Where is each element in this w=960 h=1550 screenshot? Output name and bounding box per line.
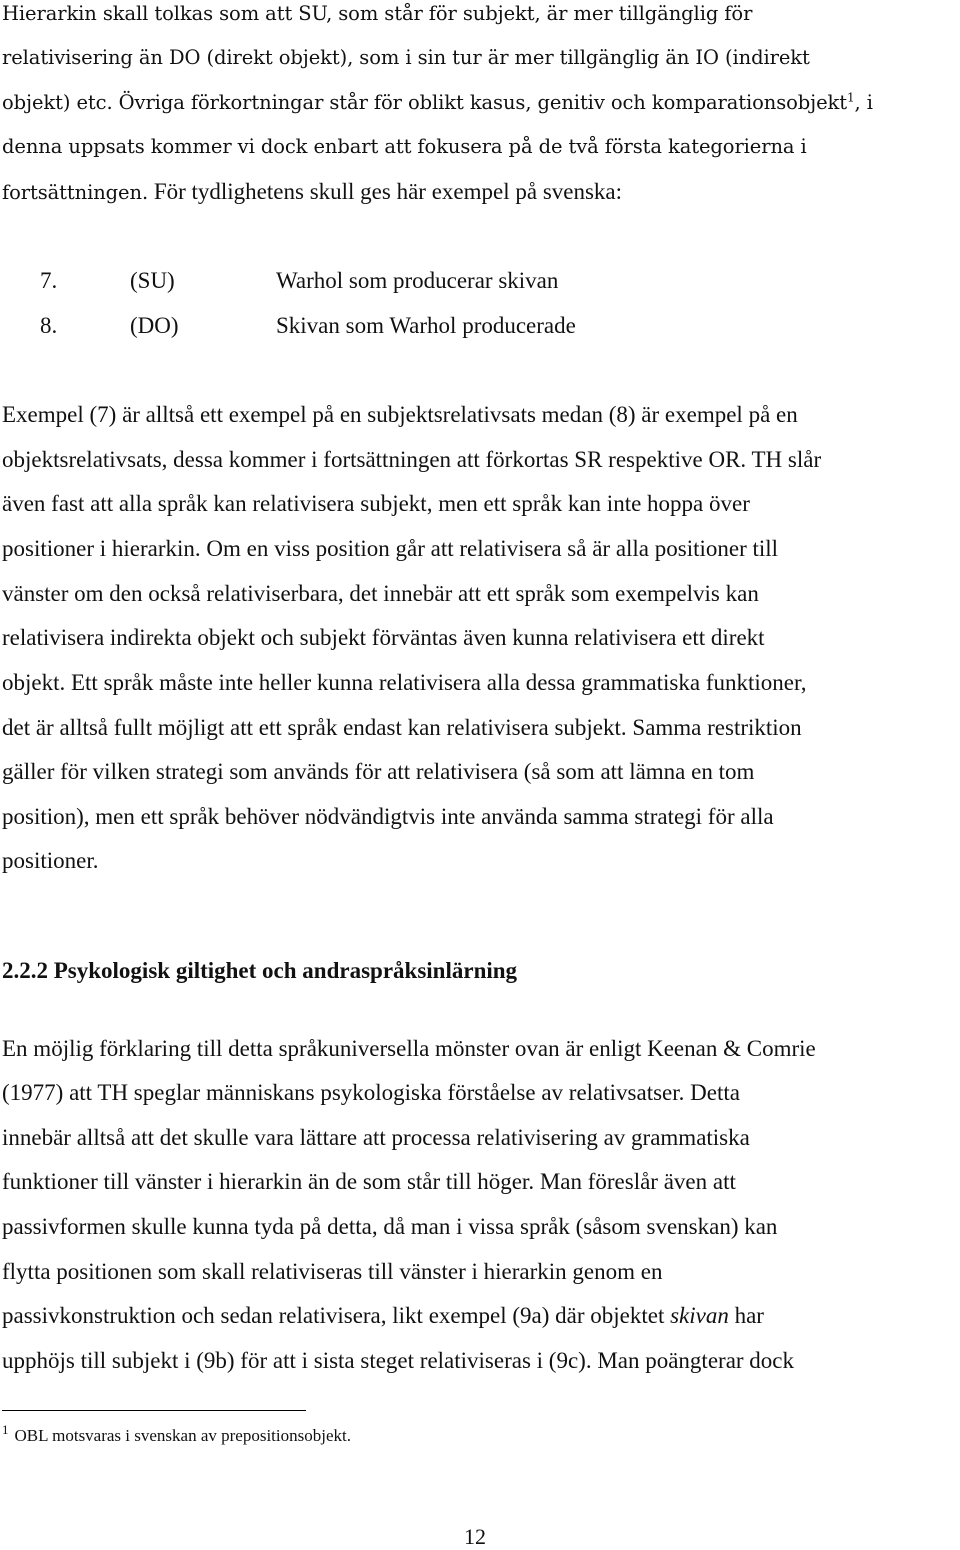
footnote-reference: 1 <box>847 90 855 105</box>
paragraph-2-line-4: positioner i hierarkin. Om en viss position går att relativisera så är alla positioner till <box>2 536 779 561</box>
example-number: 8. <box>40 313 58 338</box>
paragraph-1-line-3 <box>2 89 873 117</box>
paragraph-1-line-1: Hierarkin skall tolkas som att SU, som står för subjekt, är mer tillgänglig för <box>2 2 753 25</box>
paragraph-2-line-9: gäller för vilken strategi som används för att relativisera (så som att lämna en tom <box>2 759 755 784</box>
example-text: Warhol som producerar skivan <box>276 268 559 293</box>
italic-word: skivan <box>670 1303 729 1328</box>
paragraph-2-line-11: positioner. <box>2 848 99 873</box>
paragraph-2-line-5: vänster om den också relativiserbara, det innebär att ett språk som exempelvis kan <box>2 581 759 606</box>
paragraph-1-line-4: denna uppsats kommer vi dock enbart att fokusera på de två första kategorierna i <box>2 135 807 158</box>
paragraph-2-line-3: även fast att alla språk kan relativisera subjekt, men ett språk kan inte hoppa över <box>2 491 750 516</box>
paragraph-3-line-7 <box>2 1302 764 1330</box>
paragraph-3-line-7-end: har <box>728 1303 764 1328</box>
paragraph-3-line-3: innebär alltså att det skulle vara lättare att processa relativisering av grammatiska <box>2 1125 750 1150</box>
paragraph-3-line-8: upphöjs till subjekt i (9b) för att i sista steget relativiseras i (9c). Man poängterar dock <box>2 1348 795 1373</box>
paragraph-1-line-5 <box>2 178 622 207</box>
footnote-mark: 1 <box>2 1422 9 1438</box>
example-number: 7. <box>40 268 58 293</box>
paragraph-3-line-5: passivformen skulle kunna tyda på detta, då man i vissa språk (såsom svenskan) kan <box>2 1214 778 1239</box>
example-text: Skivan som Warhol producerade <box>276 313 576 338</box>
paragraph-3-line-4: funktioner till vänster i hierarkin än de som står till höger. Man föreslår även att <box>2 1169 736 1194</box>
paragraph-2-line-10: position), men ett språk behöver nödvändigtvis inte använda samma strategi för alla <box>2 804 774 829</box>
paragraph-3-line-7-text: passivkonstruktion och sedan relativisera, likt exempel (9a) där objektet <box>2 1303 671 1328</box>
footnote <box>2 1422 351 1446</box>
paragraph-1-line-3-end: , i <box>854 91 873 114</box>
example-tag: (SU) <box>130 268 175 293</box>
paragraph-1-line-2: relativisering än DO (direkt objekt), som i sin tur är mer tillgänglig än IO (indirekt <box>2 46 810 69</box>
footnote-separator <box>2 1410 306 1411</box>
section-heading: 2.2.2 Psykologisk giltighet och andraspråksinlärning <box>2 958 518 983</box>
paragraph-1-line-3-text: objekt) etc. Övriga förkortningar står för oblikt kasus, genitiv och komparationsobjekt <box>2 91 847 114</box>
paragraph-2-line-6: relativisera indirekta objekt och subjekt förväntas även kunna relativisera ett direkt <box>2 625 765 650</box>
paragraph-1-line-5-text: fortsättningen. <box>2 181 149 204</box>
paragraph-2-line-8: det är alltså fullt möjligt att ett språk endast kan relativisera subjekt. Samma restriktion <box>2 715 802 740</box>
footnote-text: OBL motsvaras i svenskan av prepositionsobjekt. <box>14 1426 351 1445</box>
paragraph-3-line-2: (1977) att TH speglar människans psykologiska förståelse av relativsatser. Detta <box>2 1080 740 1105</box>
paragraph-1-line-5-continuation: För tydlighetens skull ges här exempel på svenska: <box>148 179 623 204</box>
paragraph-2-line-7: objekt. Ett språk måste inte heller kunna relativisera alla dessa grammatiska funktioner, <box>2 670 807 695</box>
paragraph-2-line-2: objektsrelativsats, dessa kommer i fortsättningen att förkortas SR respektive OR. TH slår <box>2 447 822 472</box>
example-tag: (DO) <box>130 313 179 338</box>
page-number: 12 <box>464 1524 486 1549</box>
paragraph-3-line-6: flytta positionen som skall relativiseras till vänster i hierarkin genom en <box>2 1259 663 1284</box>
paragraph-3-line-1: En möjlig förklaring till detta språkuniversella mönster ovan är enligt Keenan & Comrie <box>2 1036 816 1061</box>
paragraph-2-line-1: Exempel (7) är alltså ett exempel på en subjektsrelativsats medan (8) är exempel på en <box>2 402 798 427</box>
